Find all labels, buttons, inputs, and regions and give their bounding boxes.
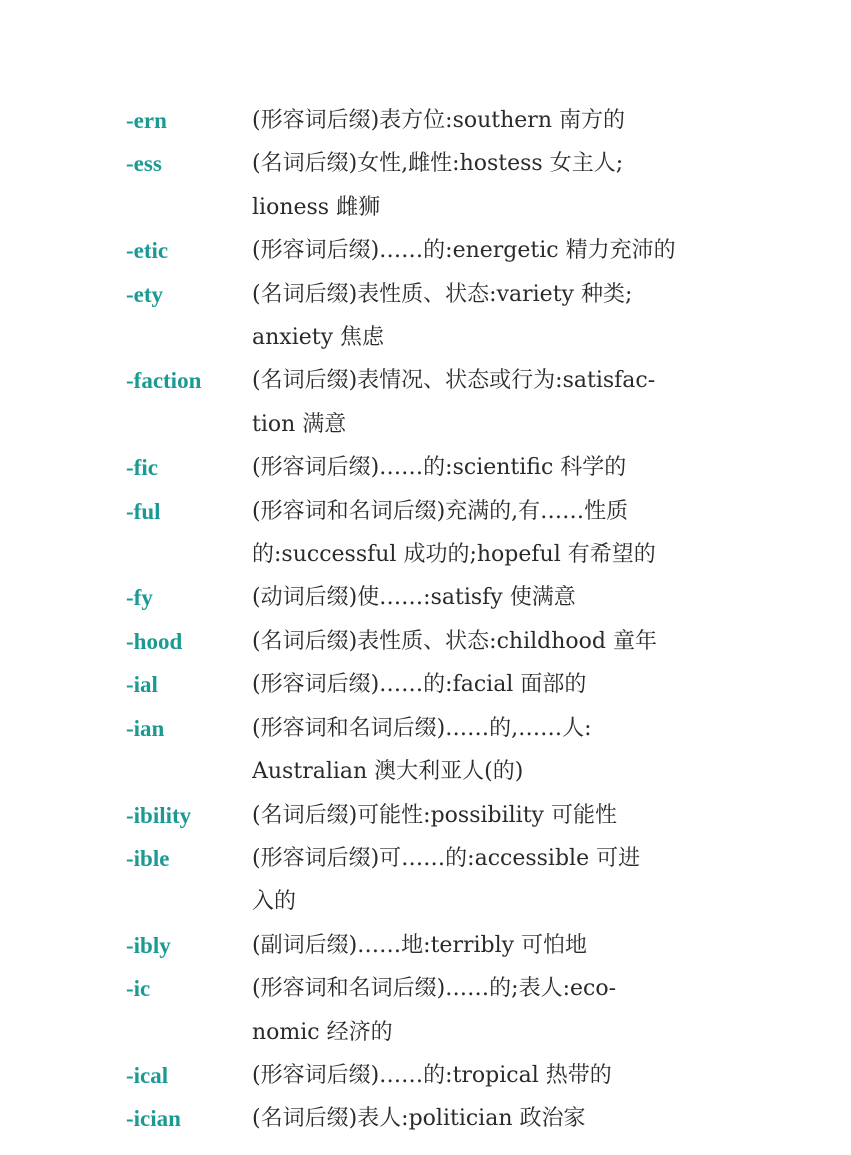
suffix-definition xyxy=(252,837,726,924)
suffix-definition xyxy=(252,620,726,663)
definition-line: lioness 雌狮 xyxy=(252,194,381,220)
suffix-definition xyxy=(252,229,726,272)
definition-line: (形容词和名词后缀)……的,……人: xyxy=(252,715,592,741)
suffix-term: -ical xyxy=(126,1062,169,1088)
definition-line: (动词后缀)使……:satisfy 使满意 xyxy=(252,585,576,611)
definition-line: (副词后缀)……地:terribly 可怕地 xyxy=(252,932,588,958)
suffix-entry xyxy=(126,837,746,924)
suffix-term: -ess xyxy=(126,151,162,177)
suffix-list xyxy=(126,99,746,1141)
suffix-entry xyxy=(126,663,746,706)
suffix-definition xyxy=(252,273,726,360)
suffix-term: -ian xyxy=(126,715,165,741)
definition-line: Australian 澳大利亚人(的) xyxy=(252,759,524,785)
suffix-definition xyxy=(252,794,726,837)
suffix-entry xyxy=(126,99,746,142)
suffix-term: -faction xyxy=(126,368,202,394)
suffix-entry xyxy=(126,446,746,489)
suffix-term: -ety xyxy=(126,281,164,307)
suffix-term: -ful xyxy=(126,498,161,524)
suffix-entry xyxy=(126,924,746,967)
suffix-entry xyxy=(126,1054,746,1097)
definition-line: (名词后缀)表情况、状态或行为:satisfac- xyxy=(252,368,656,394)
suffix-definition xyxy=(252,576,726,619)
suffix-term: -fy xyxy=(126,585,153,611)
suffix-entry xyxy=(126,273,746,360)
suffix-entry xyxy=(126,620,746,663)
suffix-entry xyxy=(126,707,746,794)
suffix-entry xyxy=(126,142,746,229)
suffix-entry xyxy=(126,229,746,272)
suffix-term: -etic xyxy=(126,238,169,264)
suffix-definition xyxy=(252,446,726,489)
suffix-term: -ic xyxy=(126,976,151,1002)
suffix-entry xyxy=(126,967,746,1054)
suffix-definition xyxy=(252,707,726,794)
definition-line: nomic 经济的 xyxy=(252,1019,393,1045)
definition-line: (名词后缀)可能性:possibility 可能性 xyxy=(252,802,617,828)
definition-line: (名词后缀)表性质、状态:childhood 童年 xyxy=(252,628,657,654)
suffix-definition xyxy=(252,663,726,706)
suffix-term: -fic xyxy=(126,455,158,481)
definition-line: 的:successful 成功的;hopeful 有希望的 xyxy=(252,542,656,568)
definition-line: (名词后缀)女性,雌性:hostess 女主人; xyxy=(252,151,624,177)
definition-line: (形容词后缀)……的:tropical 热带的 xyxy=(252,1062,612,1088)
suffix-entry xyxy=(126,576,746,619)
suffix-definition xyxy=(252,1097,726,1140)
definition-line: tion 满意 xyxy=(252,411,347,437)
definition-line: (形容词后缀)……的:energetic 精力充沛的 xyxy=(252,238,676,264)
suffix-term: -ician xyxy=(126,1106,181,1132)
definition-line: 入的 xyxy=(252,889,297,915)
suffix-entry xyxy=(126,1097,746,1140)
suffix-definition xyxy=(252,924,726,967)
suffix-term: -ial xyxy=(126,672,158,698)
definition-line: (形容词和名词后缀)充满的,有……性质 xyxy=(252,498,629,524)
suffix-definition xyxy=(252,142,726,229)
definition-line: (形容词后缀)……的:scientific 科学的 xyxy=(252,455,627,481)
suffix-definition xyxy=(252,490,726,577)
definition-line: (形容词后缀)表方位:southern 南方的 xyxy=(252,108,625,133)
suffix-term: -ern xyxy=(126,108,167,133)
suffix-definition xyxy=(252,99,726,142)
suffix-term: -hood xyxy=(126,628,183,654)
suffix-definition xyxy=(252,967,726,1054)
definition-line: (名词后缀)表人:politician 政治家 xyxy=(252,1106,586,1132)
suffix-entry xyxy=(126,490,746,577)
suffix-definition xyxy=(252,1054,726,1097)
definition-line: (形容词后缀)可……的:accessible 可进 xyxy=(252,845,641,871)
suffix-definition xyxy=(252,359,726,446)
definition-line: (形容词后缀)……的:facial 面部的 xyxy=(252,672,587,698)
suffix-entry xyxy=(126,359,746,446)
definition-line: (形容词和名词后缀)……的;表人:eco- xyxy=(252,976,617,1002)
suffix-entry xyxy=(126,794,746,837)
suffix-term: -ible xyxy=(126,845,170,871)
definition-line: (名词后缀)表性质、状态:variety 种类; xyxy=(252,281,633,307)
definition-line: anxiety 焦虑 xyxy=(252,325,385,351)
suffix-term: -ibly xyxy=(126,932,171,958)
suffix-term: -ibility xyxy=(126,802,192,828)
